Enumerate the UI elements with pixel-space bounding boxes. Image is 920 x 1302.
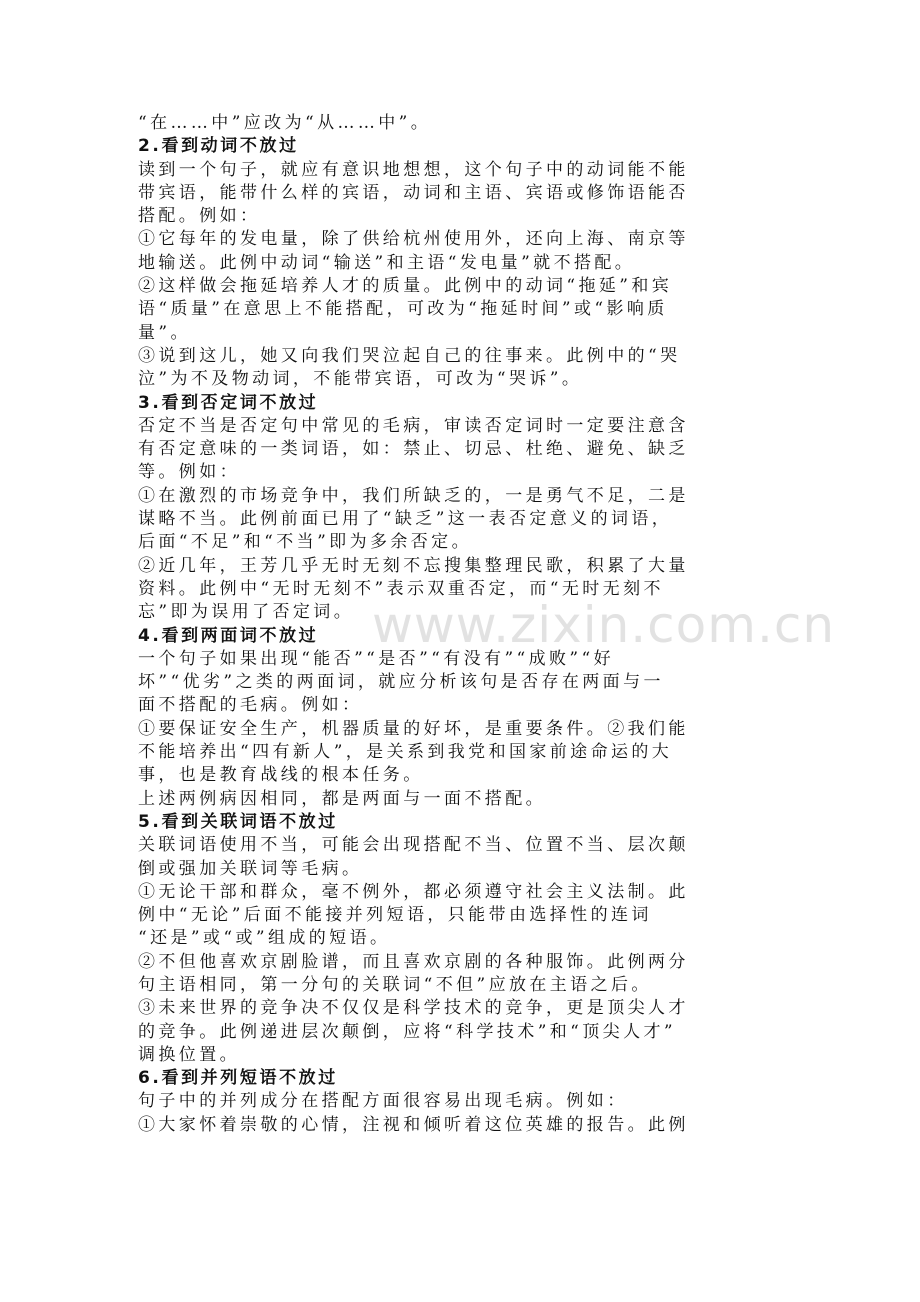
section-heading: 2.看到动词不放过: [138, 136, 299, 157]
text-line: 事，也是教育战线的根本任务。: [138, 765, 424, 786]
text-line: 调换位置。: [138, 1044, 240, 1065]
text-line: 等。例如：: [138, 462, 240, 483]
section-heading: 5.看到关联词语不放过: [138, 811, 338, 832]
text-line: 面不搭配的毛病。例如：: [138, 695, 363, 716]
text-line: 搭配。例如：: [138, 206, 261, 227]
text-line: 例中“无论”后面不能接并列短语，只能带由选择性的连词: [138, 905, 652, 926]
text-line: 资料。此例中“无时无刻不”表示双重否定，而“无时无刻不: [138, 578, 664, 599]
text-line: 语“质量”在意思上不能搭配，可改为“拖延时间”或“影响质: [138, 299, 668, 320]
text-line: ①无论干部和群众，毫不例外，都必须遵守社会主义法制。此: [138, 881, 689, 902]
text-line: 上述两例病因相同，都是两面与一面不搭配。: [138, 788, 546, 809]
section-heading: 6.看到并列短语不放过: [138, 1068, 338, 1089]
text-line: 忘”即为误用了否定词。: [138, 602, 355, 623]
text-line: 倒或强加关联词等毛病。: [138, 858, 363, 879]
text-line: ①它每年的发电量，除了供给杭州使用外，还向上海、南京等: [138, 229, 689, 250]
text-line: ①在激烈的市场竞争中，我们所缺乏的，一是勇气不足，二是: [138, 485, 689, 506]
text-line: 坏”“优劣”之类的两面词，就应分析该句是否存在两面与一: [138, 672, 664, 693]
document-body: [138, 112, 778, 1137]
text-line: 关联词语使用不当，可能会出现搭配不当、位置不当、层次颠: [138, 835, 689, 856]
text-line: 地输送。此例中动词“输送”和主语“发电量”就不搭配。: [138, 252, 636, 273]
text-line: ②这样做会拖延培养人才的质量。此例中的动词“拖延”和宾: [138, 276, 673, 297]
text-line: 泣”为不及物动词，不能带宾语，可改为“哭诉”。: [138, 369, 583, 390]
text-line: 带宾语，能带什么样的宾语，动词和主语、宾语或修饰语能否: [138, 182, 689, 203]
text-line: 谋略不当。此例前面已用了“缺乏”这一表否定意义的词语，: [138, 509, 673, 530]
text-line: 的竞争。此例递进层次颠倒，应将“科学技术”和“顶尖人才”: [138, 1021, 676, 1042]
text-line: 句主语相同，第一分句的关联词“不但”应放在主语之后。: [138, 974, 652, 995]
text-line: 读到一个句子，就应有意识地想想，这个句子中的动词能不能: [138, 159, 689, 180]
section-heading: 4.看到两面词不放过: [138, 625, 319, 646]
section-heading: 3.看到否定词不放过: [138, 392, 319, 413]
text-line: 一个句子如果出现“能否”“是否”“有没有”“成败”“好: [138, 648, 615, 669]
text-line: ②不但他喜欢京剧脸谱，而且喜欢京剧的各种服饰。此例两分: [138, 951, 689, 972]
text-line: ②近几年，王芳几乎无时无刻不忘搜集整理民歌，积累了大量: [138, 555, 689, 576]
text-line: 后面“不足”和“不当”即为多余否定。: [138, 532, 472, 553]
text-line: 有否定意味的一类词语，如：禁止、切忌、杜绝、避免、缺乏: [138, 439, 689, 460]
text-line: ③未来世界的竞争决不仅仅是科学技术的竞争，更是顶尖人才: [138, 998, 689, 1019]
text-line: ①要保证安全生产，机器质量的好坏，是重要条件。②我们能: [138, 718, 689, 739]
text-line: 量”。: [138, 322, 191, 343]
text-line: 否定不当是否定句中常见的毛病，审读否定词时一定要注意含: [138, 415, 689, 436]
text-line: 不能培养出“四有新人”，是关系到我党和国家前途命运的大: [138, 742, 673, 763]
watermark-text: www.zixin.com.cn: [372, 596, 836, 654]
text-line: “还是”或“或”组成的短语。: [138, 928, 391, 949]
text-line: ①大家怀着崇敬的心情，注视和倾听着这位英雄的报告。此例: [138, 1114, 689, 1135]
text-line: “在……中”应改为“从……中”。: [138, 113, 432, 133]
text-line: 句子中的并列成分在搭配方面很容易出现毛病。例如：: [138, 1091, 628, 1112]
text-line: ③说到这儿，她又向我们哭泣起自己的往事来。此例中的“哭: [138, 345, 681, 366]
